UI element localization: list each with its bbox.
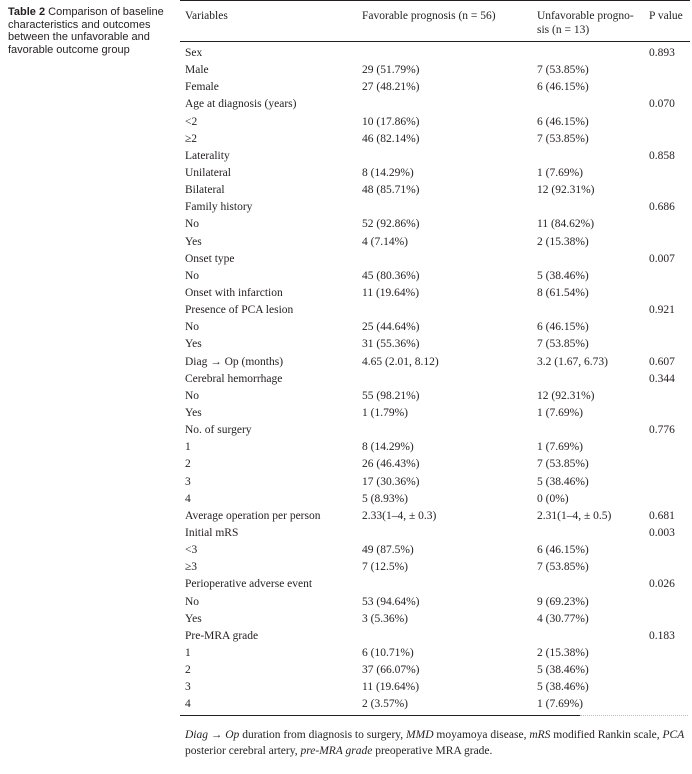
cell-variable: Family history	[185, 201, 253, 214]
cell-favorable: 4 (7.14%)	[362, 235, 408, 248]
cell-favorable: 29 (51.79%)	[362, 64, 420, 77]
cell-p-value: 0.893	[649, 47, 675, 59]
cell-p-value: 0.607	[649, 355, 675, 368]
cell-favorable: 17 (30.36%)	[362, 475, 420, 488]
cell-favorable: 48 (85.71%)	[362, 184, 420, 197]
cell-variable: Presence of PCA lesion	[185, 304, 294, 317]
cell-variable: Cerebral hemorrhage	[185, 372, 283, 385]
table-row	[180, 542, 690, 559]
cell-favorable: 25 (44.64%)	[362, 321, 420, 334]
cell-unfavorable: 4 (30.77%)	[537, 612, 589, 625]
table-row	[180, 216, 690, 233]
cell-variable: 1	[185, 441, 191, 454]
cell-variable: Yes	[185, 235, 202, 248]
cell-unfavorable: 5 (38.46%)	[537, 664, 589, 677]
cell-variable: No	[185, 595, 200, 608]
cell-favorable: 2 (3.57%)	[362, 698, 408, 711]
cell-variable: ≥3	[185, 561, 198, 574]
cell-unfavorable: 2 (15.38%)	[537, 646, 589, 659]
cell-variable: No. of surgery	[185, 424, 252, 437]
table-row	[180, 439, 690, 456]
table-row	[180, 576, 690, 593]
cell-variable: Male	[185, 64, 209, 77]
cell-favorable: 10 (17.86%)	[362, 115, 420, 128]
cell-unfavorable: 1 (7.69%)	[537, 406, 583, 419]
table-row	[180, 354, 690, 371]
cell-favorable: 11 (19.64%)	[362, 681, 420, 694]
table-bottom-rule	[180, 713, 690, 719]
footnote-term: PCA	[662, 729, 685, 741]
table-row	[180, 559, 690, 576]
cell-favorable: 1 (1.79%)	[362, 406, 408, 419]
cell-variable: <2	[185, 115, 198, 128]
cell-unfavorable: 6 (46.15%)	[537, 115, 589, 128]
cell-unfavorable: 5 (38.46%)	[537, 475, 589, 488]
cell-unfavorable: 9 (69.23%)	[537, 595, 589, 608]
footnote-term: mRS	[529, 729, 551, 741]
header-unfavorable: Unfavorable progno-sis (n = 13)	[537, 10, 634, 36]
cell-favorable: 53 (94.64%)	[362, 595, 420, 608]
cell-unfavorable: 11 (84.62%)	[537, 218, 595, 231]
cell-favorable: 3 (5.36%)	[362, 612, 408, 625]
cell-variable: Onset type	[185, 252, 235, 265]
cell-variable: Yes	[185, 406, 202, 419]
cell-favorable: 26 (46.43%)	[362, 458, 420, 471]
cell-variable: <3	[185, 544, 198, 557]
cell-favorable: 31 (55.36%)	[362, 338, 420, 351]
cell-p-value: 0.921	[649, 304, 675, 317]
table-body	[180, 42, 690, 713]
table-row	[180, 302, 690, 319]
cell-p-value: 0.003	[649, 526, 675, 539]
footnote-definition: posterior cerebral artery,	[185, 744, 301, 757]
table-row	[180, 525, 690, 542]
table-row	[180, 131, 690, 148]
cell-unfavorable: 1 (7.69%)	[537, 166, 583, 179]
cell-favorable: 7 (12.5%)	[362, 561, 408, 574]
cell-p-value: 0.776	[649, 424, 675, 437]
cell-p-value: 0.007	[649, 252, 675, 265]
table-row	[180, 234, 690, 251]
cell-favorable: 5 (8.93%)	[362, 492, 408, 505]
table-header-row	[180, 1, 690, 41]
footnote-definition: modified Rankin scale,	[550, 729, 663, 741]
cell-variable: Unilateral	[185, 166, 231, 179]
cell-unfavorable: 5 (38.46%)	[537, 269, 589, 282]
cell-unfavorable: 0 (0%)	[537, 492, 569, 505]
cell-variable: No	[185, 389, 200, 402]
cell-favorable: 49 (87.5%)	[362, 544, 414, 557]
cell-p-value: 0.026	[649, 578, 675, 591]
table-row	[180, 645, 690, 662]
table-row	[180, 679, 690, 696]
table-row	[180, 79, 690, 96]
cell-variable: Bilateral	[185, 184, 225, 197]
footnote-definition: moyamoya disease,	[433, 729, 530, 741]
footnote-term: Diag → Op	[185, 729, 240, 741]
cell-unfavorable: 6 (46.15%)	[537, 544, 589, 557]
cell-variable: 3	[185, 681, 191, 694]
table-row	[180, 199, 690, 216]
table-row	[180, 662, 690, 679]
table-row	[180, 594, 690, 611]
results-table	[180, 0, 690, 719]
cell-unfavorable: 7 (53.85%)	[537, 132, 589, 145]
table-row	[180, 422, 690, 439]
header-favorable: Favorable prognosis (n = 56)	[362, 10, 496, 22]
table-row	[180, 508, 690, 525]
cell-variable: 4	[185, 698, 191, 711]
table-row	[180, 628, 690, 645]
table-caption-text: Comparison of baseline characteristics and outcomes between the unfavorable and favorable outcome group	[8, 6, 164, 56]
footnote-definition: preoperative MRA grade.	[372, 744, 493, 757]
table-row	[180, 251, 690, 268]
table-label: Table 2	[8, 6, 46, 18]
cell-variable: Pre-MRA grade	[185, 629, 259, 642]
table-row	[180, 611, 690, 628]
cell-variable: No	[185, 218, 200, 231]
cell-variable: No	[185, 321, 200, 334]
table-row	[180, 388, 690, 405]
table-row	[180, 62, 690, 79]
cell-unfavorable: 2 (15.38%)	[537, 235, 589, 248]
table-row	[180, 285, 690, 302]
cell-p-value: 0.183	[649, 629, 675, 642]
cell-variable: Perioperative adverse event	[185, 578, 313, 591]
cell-favorable: 11 (19.64%)	[362, 286, 420, 299]
cell-favorable: 2.33(1–4, ± 0.3)	[362, 509, 437, 522]
cell-favorable: 4.65 (2.01, 8.12)	[362, 355, 439, 368]
cell-unfavorable: 5 (38.46%)	[537, 681, 589, 694]
table-row	[180, 456, 690, 473]
cell-unfavorable: 6 (46.15%)	[537, 81, 589, 94]
header-p-value: P value	[649, 10, 683, 22]
table-row	[180, 696, 690, 713]
cell-unfavorable: 7 (53.85%)	[537, 64, 589, 77]
cell-variable: Onset with infarction	[185, 286, 283, 299]
cell-p-value: 0.070	[649, 98, 675, 111]
cell-variable: Age at diagnosis (years)	[185, 98, 297, 111]
cell-favorable: 45 (80.36%)	[362, 269, 420, 282]
table-row	[180, 165, 690, 182]
cell-variable: No	[185, 269, 200, 282]
cell-unfavorable: 8 (61.54%)	[537, 286, 589, 299]
cell-favorable: 8 (14.29%)	[362, 441, 414, 454]
table-row	[180, 148, 690, 165]
table-row	[180, 474, 690, 491]
cell-variable: Diag → Op (months)	[185, 355, 284, 368]
table-row	[180, 319, 690, 336]
cell-unfavorable: 2.31(1–4, ± 0.5)	[537, 509, 612, 522]
table-row	[180, 491, 690, 508]
cell-p-value: 0.681	[649, 509, 675, 522]
table-row	[180, 336, 690, 353]
cell-favorable: 55 (98.21%)	[362, 389, 420, 402]
cell-variable: Sex	[185, 47, 203, 59]
cell-p-value: 0.858	[649, 149, 675, 162]
cell-unfavorable: 6 (46.15%)	[537, 321, 589, 334]
cell-favorable: 52 (92.86%)	[362, 218, 420, 231]
cell-variable: 1	[185, 646, 191, 659]
table-row	[180, 114, 690, 131]
cell-variable: Initial mRS	[185, 526, 239, 539]
cell-unfavorable: 3.2 (1.67, 6.73)	[537, 355, 608, 368]
table-row	[180, 45, 690, 62]
cell-favorable: 37 (66.07%)	[362, 664, 420, 677]
cell-unfavorable: 12 (92.31%)	[537, 184, 595, 197]
cell-variable: 4	[185, 492, 191, 505]
cell-favorable: 46 (82.14%)	[362, 132, 420, 145]
table-row	[180, 405, 690, 422]
cell-variable: Yes	[185, 338, 202, 351]
footnote-term: MMD	[406, 729, 434, 741]
cell-variable: Average operation per person	[185, 509, 321, 522]
footnote-definition: duration from diagnosis to surgery,	[239, 729, 407, 741]
cell-variable: Laterality	[185, 149, 230, 162]
table-row	[180, 268, 690, 285]
cell-variable: ≥2	[185, 132, 198, 145]
cell-p-value: 0.686	[649, 201, 675, 214]
cell-p-value: 0.344	[649, 372, 675, 385]
cell-variable: 2	[185, 664, 191, 677]
cell-favorable: 27 (48.21%)	[362, 81, 420, 94]
header-variables: Variables	[185, 10, 228, 22]
cell-unfavorable: 7 (53.85%)	[537, 458, 589, 471]
cell-variable: 3	[185, 475, 191, 488]
cell-unfavorable: 7 (53.85%)	[537, 561, 589, 574]
cell-favorable: 8 (14.29%)	[362, 166, 414, 179]
table-row	[180, 182, 690, 199]
table-row	[180, 371, 690, 388]
table-caption	[8, 6, 168, 56]
table-row	[180, 96, 690, 113]
cell-variable: 2	[185, 458, 191, 471]
footnote-term: pre-MRA grade	[300, 744, 373, 757]
cell-unfavorable: 7 (53.85%)	[537, 338, 589, 351]
table-footnote	[185, 728, 685, 759]
cell-unfavorable: 1 (7.69%)	[537, 441, 583, 454]
cell-variable: Female	[185, 81, 219, 94]
cell-variable: Yes	[185, 612, 202, 625]
cell-favorable: 6 (10.71%)	[362, 646, 414, 659]
cell-unfavorable: 12 (92.31%)	[537, 389, 595, 402]
cell-unfavorable: 1 (7.69%)	[537, 698, 583, 711]
